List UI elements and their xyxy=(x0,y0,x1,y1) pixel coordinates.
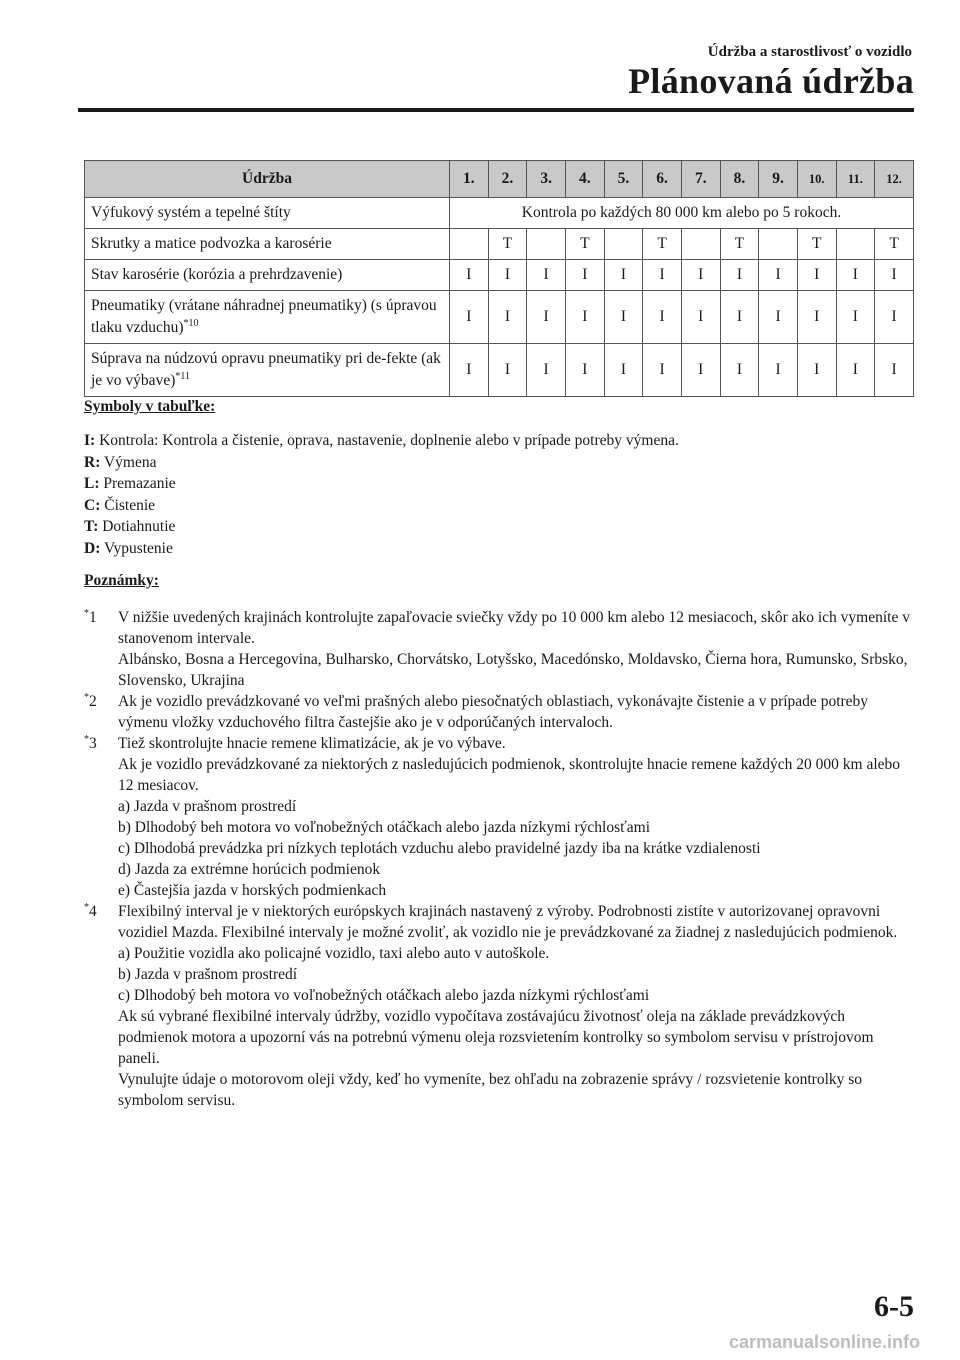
table-cell xyxy=(527,229,566,260)
table-cell xyxy=(681,229,720,260)
table-header: 12. xyxy=(875,161,914,198)
table-cell: I xyxy=(450,260,489,291)
legend-item xyxy=(84,516,679,538)
table-cell: I xyxy=(643,260,682,291)
table-cell: I xyxy=(720,344,759,397)
table-header: 11. xyxy=(836,161,875,198)
table-cell xyxy=(836,229,875,260)
page-number: 6-5 xyxy=(874,1290,914,1323)
table-cell: I xyxy=(836,344,875,397)
note-subitem: e) Častejšia jazda v horských podmienkach xyxy=(118,882,387,899)
table-row xyxy=(85,260,914,291)
table-cell: I xyxy=(604,260,643,291)
note-line: Ak je vozidlo prevádzkované vo veľmi prašných alebo piesočnatých oblastiach, vykonávajte čistenie a v prípade potreby výmenu vložky vzduchového filtra častejšie ako je v odporúčaných intervaloch. xyxy=(118,693,869,731)
table-header: 6. xyxy=(643,161,682,198)
note-3 xyxy=(84,733,914,901)
note-4 xyxy=(84,901,914,1111)
note-number: *2 xyxy=(84,691,97,710)
note-number: *4 xyxy=(84,901,97,920)
note-line: Tiež skontrolujte hnacie remene klimatizácie, ak je vo výbave. xyxy=(118,735,506,752)
legend-item xyxy=(84,473,679,495)
table-cell: I xyxy=(450,291,489,344)
note-line: Flexibilný interval je v niektorých európskych krajinách nastavený z výroby. Podrobnosti zistíte v autorizovanej opravovni vozidiel Mazda. Flexibilné intervaly je možné zvoliť, ak vozidlo nie je prevádzkované za žiadnej z nasledujúcich podmienok. xyxy=(118,903,898,941)
table-header: 1. xyxy=(450,161,489,198)
footnote-ref: *10 xyxy=(183,317,199,329)
table-cell xyxy=(604,229,643,260)
table-cell: T xyxy=(875,229,914,260)
note-line: V nižšie uvedených krajinách kontrolujte zapaľovacie sviečky vždy po 10 000 km alebo 12 mesiacoch, skôr ako ich vymeníte v stanovenom intervale. xyxy=(118,609,910,647)
table-cell: I xyxy=(565,344,604,397)
table-header: 4. xyxy=(565,161,604,198)
table-header: 3. xyxy=(527,161,566,198)
table-cell: I xyxy=(527,291,566,344)
title-rule xyxy=(78,108,914,112)
legend-key: R: xyxy=(84,453,101,471)
table-cell: T xyxy=(488,229,527,260)
table-row xyxy=(85,344,914,397)
legend-key: I: xyxy=(84,432,96,449)
legend-text: Čistenie xyxy=(104,496,156,514)
table-header: 9. xyxy=(759,161,798,198)
note-subitem: a) Použitie vozidla ako policajné vozidlo, taxi alebo auto v autoškole. xyxy=(118,945,550,962)
table-cell: I xyxy=(759,260,798,291)
symbols-heading: Symboly v tabuľke: xyxy=(84,398,216,415)
note-number: *1 xyxy=(84,607,97,626)
note-number: *3 xyxy=(84,733,97,752)
legend-text: Dotiahnutie xyxy=(102,518,176,535)
table-cell: I xyxy=(527,260,566,291)
symbols-legend xyxy=(84,430,679,559)
table-cell: I xyxy=(797,291,836,344)
table-row xyxy=(85,291,914,344)
table-cell: I xyxy=(759,291,798,344)
footnote-ref: *11 xyxy=(175,370,190,382)
notes-list xyxy=(84,607,914,1111)
note-2 xyxy=(84,691,914,733)
row-label: Skrutky a matice podvozka a karosérie xyxy=(85,229,450,260)
legend-key: D: xyxy=(84,539,101,557)
legend-text: Kontrola: Kontrola a čistenie, oprava, nastavenie, doplnenie alebo v prípade potreby výmena. xyxy=(99,432,679,449)
table-cell: I xyxy=(797,260,836,291)
table-cell: T xyxy=(797,229,836,260)
table-row xyxy=(85,198,914,229)
table-row xyxy=(85,229,914,260)
legend-item xyxy=(84,430,679,452)
table-cell: I xyxy=(565,260,604,291)
table-cell: T xyxy=(720,229,759,260)
maintenance-table xyxy=(84,160,914,397)
table-cell: I xyxy=(720,291,759,344)
table-cell: I xyxy=(681,344,720,397)
row-span-text: Kontrola po každých 80 000 km alebo po 5 rokoch. xyxy=(450,198,914,229)
table-cell: I xyxy=(488,291,527,344)
note-subitem: c) Dlhodobá prevádzka pri nízkych teplotách vzduchu alebo pravidelné jazdy iba na krátke vzdialenosti xyxy=(118,840,761,857)
row-label xyxy=(85,344,450,397)
table-cell: I xyxy=(875,291,914,344)
note-subitem: b) Jazda v prašnom prostredí xyxy=(118,966,298,983)
table-cell: T xyxy=(565,229,604,260)
table-header: 10. xyxy=(797,161,836,198)
table-cell: I xyxy=(875,344,914,397)
table-cell: I xyxy=(875,260,914,291)
notes-heading: Poznámky: xyxy=(84,572,159,589)
table-cell xyxy=(759,229,798,260)
legend-text: Premazanie xyxy=(103,475,176,492)
table-cell: I xyxy=(797,344,836,397)
table-cell: I xyxy=(565,291,604,344)
table-cell: I xyxy=(836,291,875,344)
legend-item xyxy=(84,495,679,517)
note-1 xyxy=(84,607,914,691)
table-cell: I xyxy=(450,344,489,397)
note-subitem: a) Jazda v prašnom prostredí xyxy=(118,798,297,815)
legend-text: Vypustenie xyxy=(103,539,173,557)
legend-key: L: xyxy=(84,475,100,492)
table-cell: I xyxy=(488,344,527,397)
table-cell: I xyxy=(643,344,682,397)
note-subitem: d) Jazda za extrémne horúcich podmienok xyxy=(118,861,381,878)
row-label-text: Súprava na núdzovú opravu pneumatiky pri de-fekte (ak je vo výbave) xyxy=(91,350,441,389)
legend-key: T: xyxy=(84,518,99,535)
note-line: Albánsko, Bosna a Hercegovina, Bulharsko, Chorvátsko, Lotyšsko, Macedónsko, Moldavsko, Čierna hora, Rumunsko, Srbsko, Slovensko, Ukrajina xyxy=(118,651,908,689)
note-subitem: c) Dlhodobý beh motora vo voľnobežných otáčkach alebo jazda nízkymi rýchlosťami xyxy=(118,987,650,1004)
table-header: 2. xyxy=(488,161,527,198)
table-header: 5. xyxy=(604,161,643,198)
watermark: carmanualsonline.info xyxy=(728,1332,920,1352)
legend-key: C: xyxy=(84,496,101,514)
table-cell: I xyxy=(836,260,875,291)
table-cell: I xyxy=(527,344,566,397)
table-cell: I xyxy=(681,291,720,344)
table-cell: I xyxy=(604,291,643,344)
note-line: Ak sú vybrané flexibilné intervaly údržby, vozidlo vypočítava zostávajúcu životnosť oleja na základe prevádzkových podmienok motora a upozorní vás na potrebnú výmenu oleja rozsvietením kontrolky so symbolom servisu v prístrojovom paneli. xyxy=(118,1008,874,1067)
page-title: Plánovaná údržba xyxy=(628,61,914,101)
legend-item xyxy=(84,538,679,560)
note-line: Ak je vozidlo prevádzkované za niektorých z nasledujúcich podmienok, skontrolujte hnacie remene každých 20 000 km alebo 12 mesiacov. xyxy=(118,756,901,794)
table-cell: I xyxy=(720,260,759,291)
note-line: Vynulujte údaje o motorovom oleji vždy, keď ho vymeníte, bez ohľadu na zobrazenie správy / rozsvietenie kontrolky so symbolom servisu. xyxy=(118,1071,863,1109)
chapter-title: Údržba a starostlivosť o vozidlo xyxy=(707,44,912,60)
table-header-row xyxy=(85,161,914,198)
row-label-text: Pneumatiky (vrátane náhradnej pneumatiky) (s úpravou tlaku vzduchu) xyxy=(91,297,437,336)
table-cell: I xyxy=(759,344,798,397)
table-cell xyxy=(450,229,489,260)
table-cell: I xyxy=(604,344,643,397)
legend-text: Výmena xyxy=(103,453,157,471)
row-label: Stav karosérie (korózia a prehrdzavenie) xyxy=(85,260,450,291)
table-cell: I xyxy=(681,260,720,291)
table-header: Údržba xyxy=(85,161,450,198)
row-label xyxy=(85,291,450,344)
table-cell: I xyxy=(488,260,527,291)
table-header: 8. xyxy=(720,161,759,198)
row-label: Výfukový systém a tepelné štíty xyxy=(85,198,450,229)
table-header: 7. xyxy=(681,161,720,198)
legend-item xyxy=(84,452,679,474)
note-subitem: b) Dlhodobý beh motora vo voľnobežných otáčkach alebo jazda nízkymi rýchlosťami xyxy=(118,819,651,836)
table-cell: I xyxy=(643,291,682,344)
table-cell: T xyxy=(643,229,682,260)
